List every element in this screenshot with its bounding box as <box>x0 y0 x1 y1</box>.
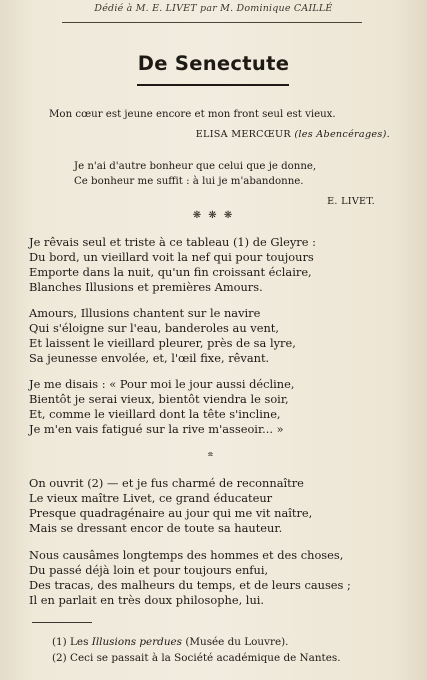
verse-line: Blanches Illusions et premières Amours. <box>29 280 263 294</box>
verse-line: Mais se dressant encor de toute sa hauteur. <box>29 521 283 535</box>
verse-line: Emporte dans la nuit, qu'un fin croissant éclaire, <box>29 265 312 279</box>
verse-line: Le vieux maître Livet, ce grand éducateur <box>29 491 273 505</box>
footnote-1-prefix: (1) Les <box>52 636 89 648</box>
epigraph-2-line: Ce bonheur me suffit : à lui je m'abandonne. <box>74 176 304 187</box>
epigraph-1-source: (les Abencérages). <box>294 129 390 140</box>
epigraph-1-line: Mon cœur est jeune encore et mon front seul est vieux. <box>49 109 336 120</box>
verse-line: Nous causâmes longtemps des hommes et des choses, <box>29 548 344 562</box>
footnote-1 <box>52 636 288 649</box>
dedication: Dédié à M. E. LIVET par M. Dominique CAILLÉ <box>94 3 333 14</box>
footnote-2: (2) Ceci se passait à la Société académique de Nantes. <box>52 652 341 664</box>
footnote-1-title: Illusions perdues <box>91 636 182 648</box>
verse-line: Il en parlait en très doux philosophe, lui. <box>29 593 265 607</box>
verse-line: Je rêvais seul et triste à ce tableau (1) de Gleyre : <box>29 235 316 249</box>
verse-line: Des tracas, des malheurs du temps, et de leurs causes ; <box>29 578 351 592</box>
header-rule <box>62 22 362 23</box>
verse-line: Je me disais : « Pour moi le jour aussi décline, <box>29 377 295 391</box>
verse-line: Bientôt je serai vieux, bientôt viendra le soir, <box>29 392 289 406</box>
epigraph-1-attribution <box>196 128 390 142</box>
verse-line: Presque quadragénaire au jour qui me vit naître, <box>29 506 313 520</box>
verse-line: Du passé déjà loin et pour toujours enfui, <box>29 563 269 577</box>
footnote-1-suffix: (Musée du Louvre). <box>185 636 289 648</box>
epigraph-1-author: ELISA MERCŒUR <box>195 129 291 140</box>
epigraph-2-attribution: E. LIVET. <box>327 196 375 207</box>
verse-line: Et, comme le vieillard dont la tête s'incline, <box>29 407 281 421</box>
title-underline <box>137 84 289 86</box>
verse-line: Qui s'éloigne sur l'eau, banderoles au vent, <box>29 321 279 335</box>
section-ornament <box>0 452 427 468</box>
footnote-rule <box>32 622 92 623</box>
epigraph-2-line: Je n'ai d'autre bonheur que celui que je donne, <box>74 161 317 172</box>
verse-line: Sa jeunesse envolée, et, l'œil fixe, rêvant. <box>29 351 270 365</box>
verse-line: Et laissent le vieillard pleurer, près de sa lyre, <box>29 336 296 350</box>
verse-line: Du bord, un vieillard voit la nef qui pour toujours <box>29 250 314 264</box>
verse-line: On ouvrit (2) — et je fus charmé de reconnaître <box>29 476 304 490</box>
verse-line: Amours, Illusions chantent sur le navire <box>29 306 261 320</box>
poem-title: De Senectute <box>137 52 290 75</box>
section-ornament: ❋ ❋ ❋ <box>192 210 235 221</box>
verse-line: Je m'en vais fatigué sur la rive m'asseoir... » <box>29 422 284 436</box>
